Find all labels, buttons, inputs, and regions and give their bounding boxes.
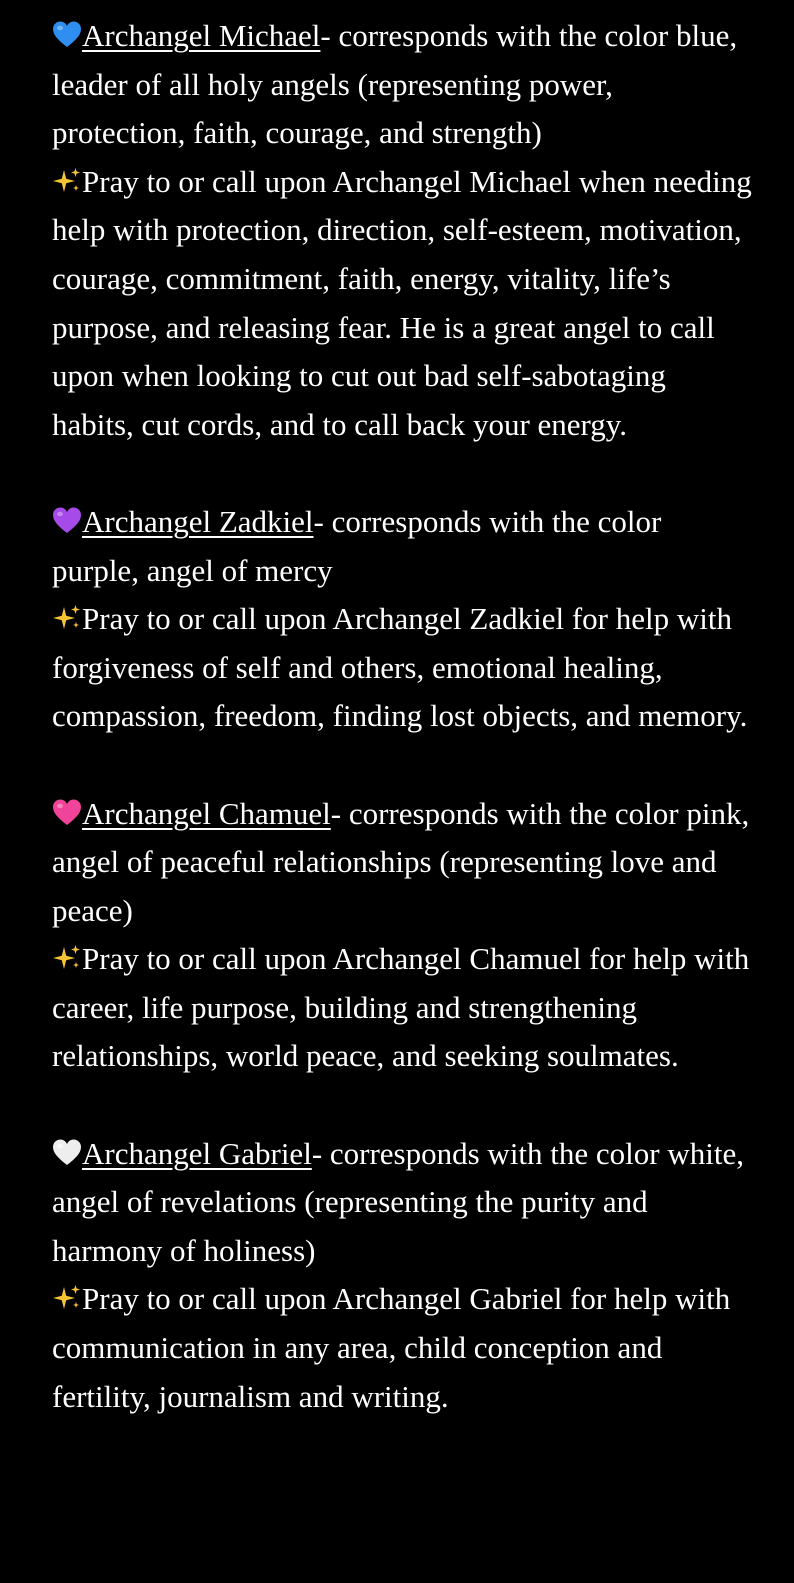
zadkiel-prayer-text: Pray to or call upon Archangel Zadkiel for help with forgiveness of self and others, emotional healing, compassion, freedom, finding lost objects, and memory. — [52, 601, 748, 734]
michael-description: - corresponds with the color blue, leader of all holy angels (representing power, protection, faith, courage, and strength) — [52, 18, 738, 151]
chamuel-prayer-paragraph — [52, 935, 752, 1081]
sparkles-icon — [52, 603, 82, 633]
michael-prayer-text: Pray to or call upon Archangel Michael when needing help with protection, direction, self-esteem, motivation, courage, commitment, faith, energy, vitality, life’s purpose, and releasing fear. He is a great angel to call upon when looking to cut out bad self-sabotaging habits, cut cords, and to call back your energy. — [52, 163, 752, 442]
archangel-name-chamuel: Archangel Chamuel — [82, 795, 331, 831]
zadkiel-description: - corresponds with the color purple, angel of mercy — [52, 503, 662, 588]
sparkles-icon — [52, 166, 82, 196]
archangels-note — [52, 12, 752, 1421]
purple-heart-icon — [52, 506, 82, 536]
gabriel-heading-paragraph — [52, 1130, 752, 1276]
gabriel-prayer-paragraph — [52, 1275, 752, 1421]
section-zadkiel — [52, 498, 752, 741]
chamuel-description: - corresponds with the color pink, angel of peaceful relationships (representing love and peace) — [52, 795, 750, 928]
archangel-name-michael: Archangel Michael — [82, 18, 321, 53]
michael-prayer-paragraph — [52, 158, 752, 450]
gabriel-description: - corresponds with the color white, angel of revelations (representing the purity and harmony of holiness) — [52, 1135, 744, 1268]
sparkles-icon — [52, 943, 82, 973]
white-heart-icon — [52, 1138, 82, 1168]
zadkiel-prayer-paragraph — [52, 595, 752, 741]
chamuel-heading-paragraph — [52, 790, 752, 936]
sparkles-icon — [52, 1283, 82, 1313]
pink-heart-icon — [52, 798, 82, 828]
archangel-name-zadkiel: Archangel Zadkiel — [82, 503, 314, 539]
zadkiel-heading-paragraph — [52, 498, 752, 595]
gabriel-prayer-text: Pray to or call upon Archangel Gabriel for help with communication in any area, child conception and fertility, journalism and writing. — [52, 1281, 731, 1414]
blue-heart-icon — [52, 20, 82, 50]
section-michael — [52, 12, 752, 449]
chamuel-prayer-text: Pray to or call upon Archangel Chamuel for help with career, life purpose, building and strengthening relationships, world peace, and seeking soulmates. — [52, 941, 750, 1074]
archangel-name-gabriel: Archangel Gabriel — [82, 1135, 312, 1171]
section-chamuel — [52, 790, 752, 1082]
section-gabriel — [52, 1130, 752, 1422]
michael-heading-paragraph — [52, 12, 752, 158]
